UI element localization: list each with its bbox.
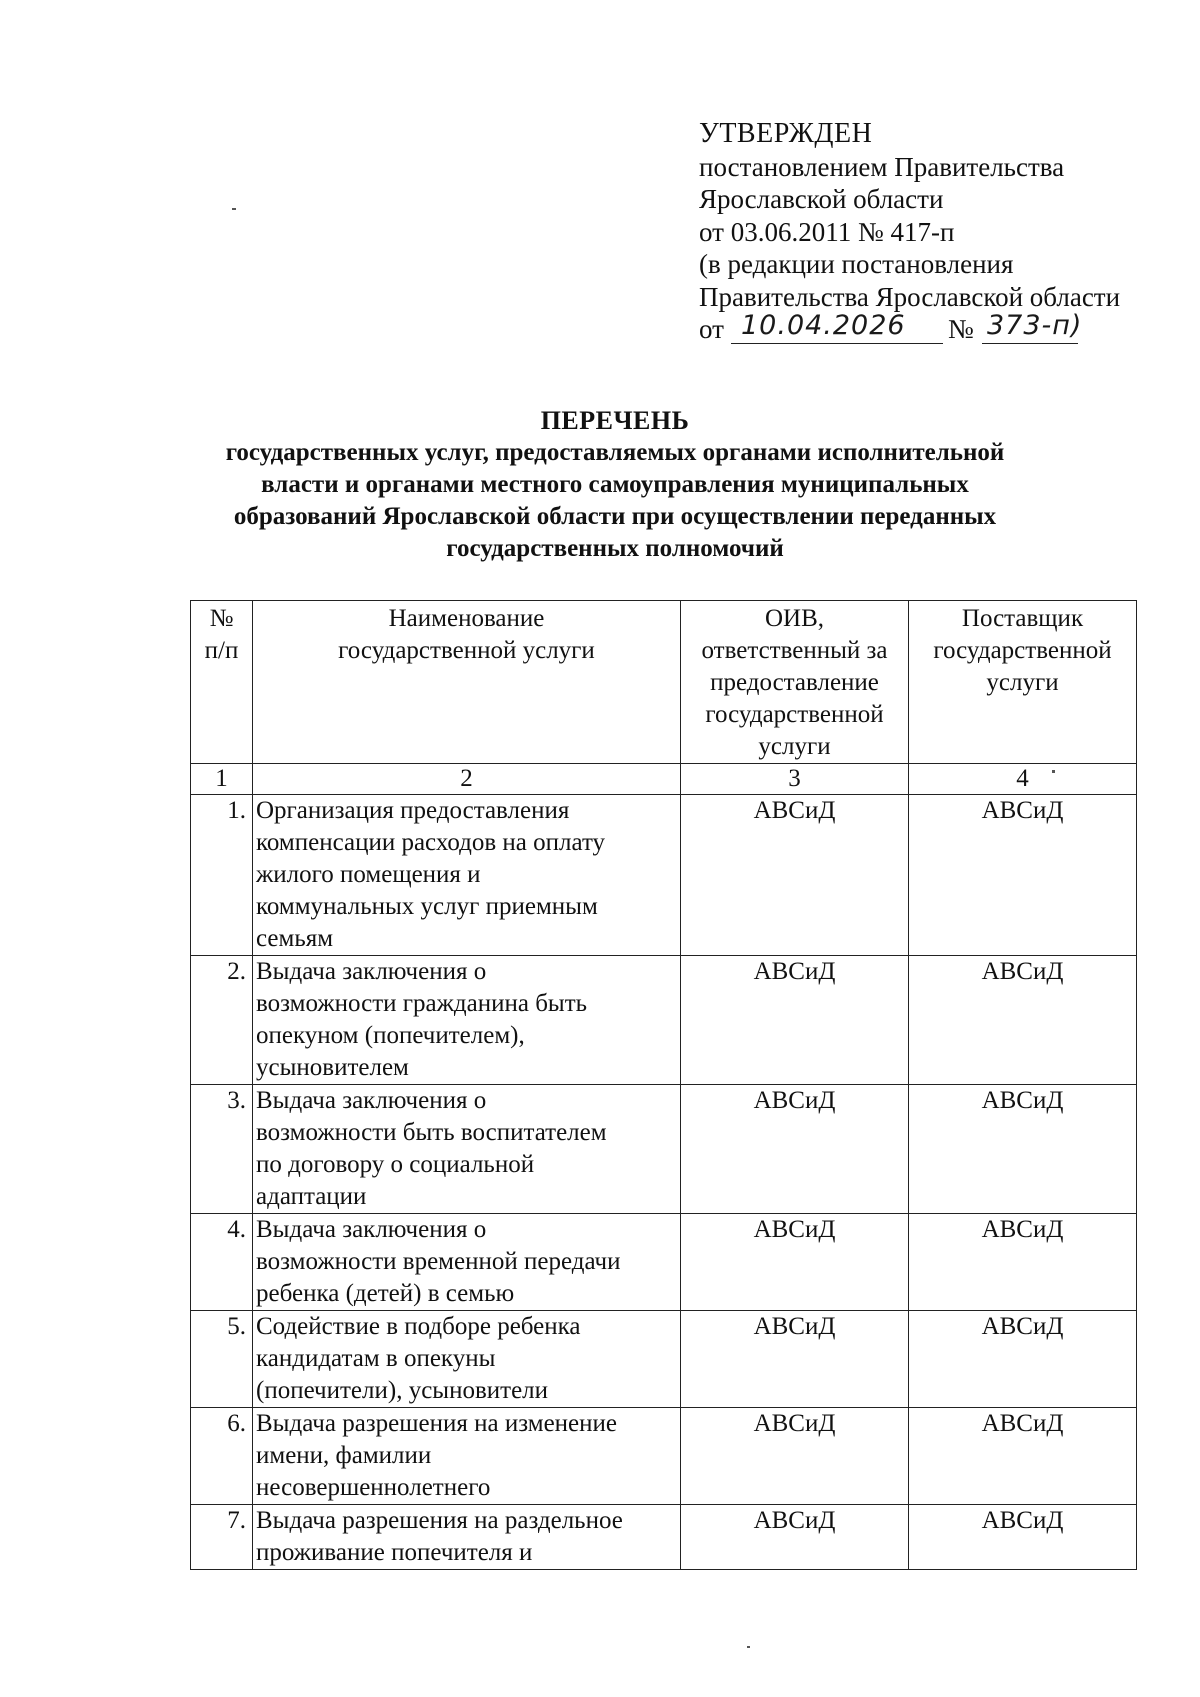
header-line: ответственный за [701, 637, 888, 664]
responsible-agency: АВСиД [681, 1505, 909, 1570]
column-number: 3 [681, 764, 909, 795]
header-line: предоставление [710, 669, 879, 696]
service-provider: АВСиД [909, 1085, 1137, 1214]
row-number: 7. [191, 1505, 253, 1570]
approval-heading: УТВЕРЖДЕН [699, 118, 873, 149]
row-number: 5. [191, 1311, 253, 1408]
service-name-line: имени, фамилии [256, 1442, 432, 1469]
service-name-line: (попечители), усыновители [256, 1377, 549, 1404]
table-row [191, 1408, 1137, 1505]
table-row [191, 1085, 1137, 1214]
header-line: услуги [986, 669, 1059, 696]
handwritten-date: 10.04.2026 [741, 310, 906, 341]
service-name-line: усыновителем [256, 1054, 409, 1081]
service-name [253, 956, 681, 1085]
table-row [191, 795, 1137, 956]
date-prefix: от [699, 314, 724, 344]
service-name-line: несовершеннолетнего [256, 1474, 491, 1501]
header-line: п/п [204, 637, 239, 664]
table-row [191, 1214, 1137, 1311]
header-line: ОИВ, [764, 605, 825, 632]
table-body [191, 795, 1137, 1570]
document-title: ПЕРЕЧЕНЬ [540, 406, 690, 435]
service-name-line: Организация предоставления [256, 797, 570, 824]
service-name-line: Выдача заключения о [256, 1216, 487, 1243]
service-name-line: Выдача заключения о [256, 958, 487, 985]
table-row [191, 1505, 1137, 1570]
subtitle-line: образований Ярославской области при осуществлении переданных [233, 503, 997, 530]
service-name [253, 1214, 681, 1311]
service-name [253, 795, 681, 956]
scan-speck [1052, 770, 1055, 773]
header-line: государственной [933, 637, 1112, 664]
service-name [253, 1311, 681, 1408]
column-number-row [191, 764, 1137, 795]
responsible-agency: АВСиД [681, 1085, 909, 1214]
service-name-line: Выдача разрешения на изменение [256, 1410, 617, 1437]
service-name-line: адаптации [256, 1183, 367, 1210]
scan-speck [747, 1646, 750, 1648]
service-name-line: возможности гражданина быть [256, 990, 588, 1017]
approval-stamp [699, 118, 1169, 347]
header-line: Поставщик [961, 605, 1084, 632]
service-provider: АВСиД [909, 1311, 1137, 1408]
header-line: Наименование [388, 605, 545, 632]
responsible-agency: АВСиД [681, 1408, 909, 1505]
header-responsible-agency [681, 601, 909, 764]
number-sign: № [948, 314, 974, 344]
service-name-line: ребенка (детей) в семью [256, 1280, 515, 1307]
number-underline [982, 343, 1078, 344]
subtitle-line: государственных услуг, предоставляемых органами исполнительной [225, 439, 1005, 466]
column-number: 2 [253, 764, 681, 795]
header-line: № [209, 605, 234, 632]
responsible-agency: АВСиД [681, 956, 909, 1085]
service-provider: АВСиД [909, 795, 1137, 956]
header-number [191, 601, 253, 764]
approval-line: Правительства Ярославской области [699, 281, 1121, 312]
approval-line: (в редакции постановления [699, 249, 1014, 279]
row-number: 6. [191, 1408, 253, 1505]
responsible-agency: АВСиД [681, 1214, 909, 1311]
service-name-line: возможности быть воспитателем [256, 1119, 607, 1146]
service-name-line: Содействие в подборе ребенка [256, 1313, 581, 1340]
service-name-line: Выдача разрешения на раздельное [256, 1507, 623, 1534]
row-number: 4. [191, 1214, 253, 1311]
row-number: 2. [191, 956, 253, 1085]
service-name [253, 1408, 681, 1505]
service-name-line: по договору о социальной [256, 1151, 535, 1178]
header-row [191, 601, 1137, 764]
service-provider: АВСиД [909, 1214, 1137, 1311]
service-provider: АВСиД [909, 956, 1137, 1085]
subtitle-line: государственных полномочий [446, 535, 784, 562]
responsible-agency: АВСиД [681, 795, 909, 956]
service-name [253, 1505, 681, 1570]
service-provider: АВСиД [909, 1505, 1137, 1570]
service-name-line: возможности временной передачи [256, 1248, 621, 1275]
responsible-agency: АВСиД [681, 1311, 909, 1408]
service-name [253, 1085, 681, 1214]
row-number: 1. [191, 795, 253, 956]
approval-line: постановлением Правительства [699, 151, 1065, 182]
service-name-line: семьям [256, 925, 334, 952]
column-number: 4 [909, 764, 1137, 795]
service-name-line: Выдача заключения о [256, 1087, 487, 1114]
service-provider: АВСиД [909, 1408, 1137, 1505]
service-name-line: коммунальных услуг приемным [256, 893, 598, 920]
document-title-block [160, 405, 1070, 565]
row-number: 3. [191, 1085, 253, 1214]
date-underline [731, 343, 943, 344]
header-provider [909, 601, 1137, 764]
table-header [191, 601, 1137, 795]
service-name-line: кандидатам в опекуны [256, 1345, 496, 1372]
header-service-name [253, 601, 681, 764]
approval-date-number-line [699, 310, 1169, 347]
approval-line: Ярославской области [699, 184, 944, 214]
table-row [191, 1311, 1137, 1408]
table-row [191, 956, 1137, 1085]
header-line: государственной услуги [338, 637, 595, 664]
header-line: государственной [705, 701, 884, 728]
scan-speck [232, 208, 236, 210]
subtitle-line: власти и органами местного самоуправления муниципальных [261, 471, 969, 498]
column-number: 1 [191, 764, 253, 795]
service-name-line: компенсации расходов на оплату [256, 829, 606, 856]
service-name-line: опекуном (попечителем), [256, 1022, 525, 1049]
approval-line: от 03.06.2011 № 417-п [699, 216, 955, 247]
header-line: услуги [758, 733, 831, 760]
service-name-line: жилого помещения и [256, 861, 481, 888]
handwritten-number: 373-п) [987, 310, 1083, 341]
service-name-line: проживание попечителя и [256, 1539, 533, 1566]
services-table [190, 600, 1137, 1570]
